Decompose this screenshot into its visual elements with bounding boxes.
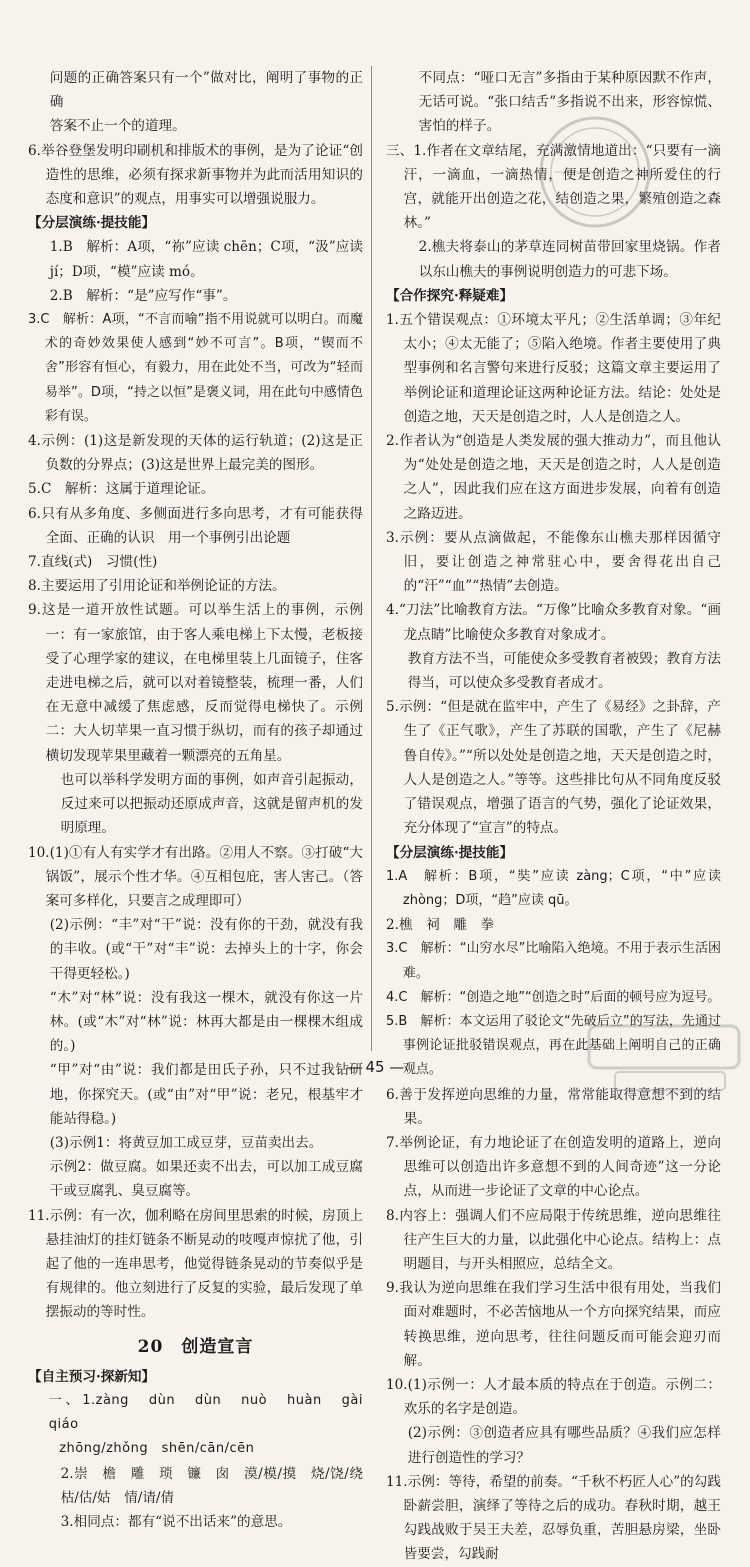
answer-paragraph: 4.C 解析：“创造之地”“创造之时”后面的顿号应为逗号。 [386,989,721,1005]
answer-paragraph: 8.内容上：强调人们不应局限于传统思维，逆向思维往往产生巨大的力量，以此强化中心论点。结构上：点明题目，与开头相照应，总结全文。 [386,1207,721,1272]
answer-paragraph: 2.作者认为“创造是人类发展的强大推动力”，而且他认为“处处是创造之地，天天是创造之时，人人是创造之人”，因此我们应在这方面进步发展，向着有创造之路迈进。 [386,433,721,522]
answer-paragraph: 6.善于发挥逆向思维的力量，常常能取得意想不到的结果。 [386,1086,721,1127]
page-number: — 45 — [345,1058,405,1076]
answer-paragraph: (3)示例1：将黄豆加工成豆芽，豆苗卖出去。 [49,1134,323,1151]
answer-paragraph: “木”对“林”说：没有我这一棵木，就没有你这一片林。(或“木”对“林”说：林再大都是由一棵棵木组成的。) [49,989,363,1055]
answer-paragraph: 2.樵夫将泰山的茅草连同树苗带回家里烧锅。作者以东山樵夫的事例说明创造力的可悲下场。 [418,239,721,280]
answer-paragraph: 4.“刀法”比喻教育方法。“万像”比喻众多教育对象。“画龙点睛”比喻使众多教育对象成才。 [386,602,721,643]
answer-paragraph: zhōng/zhǒng shēn/cān/cēn [59,1441,255,1457]
answer-paragraph: (2)示例：③创造者应具有哪些品质？④我们应怎样进行创造性的学习？ [407,1425,721,1466]
answer-paragraph: 1.A 解析：B项，“奘”应读 zàng；C项，“中”应读 zhòng；D项，“趋”应读 qū。 [386,868,721,908]
answer-paragraph: 问题的正确答案只有一个”做对比，阐明了事物的正确 [49,70,363,111]
answer-paragraph: 答案不止一个的道理。 [49,118,186,135]
answer-paragraph: 6.举谷登堡发明印刷机和排版术的事例，是为了论证“创造性的思维，必须有探求新事物并为此而活用知识的态度和意识”的观点，用事实可以增强说服力。 [28,142,363,208]
answer-paragraph: 10.(1)示例一：人才最本质的特点在于创造。示例二：欢乐的名字是创造。 [386,1376,721,1418]
answer-paragraph: 7.直线(式) 习惯(性) [28,554,158,571]
answer-paragraph: 7.举例论证，有力地论证了在创造发明的道路上，逆向思维可以创造出许多意想不到的人间奇迹”这一分论点，从而进一步论证了文章的中心论点。 [386,1134,721,1200]
answer-paragraph: 4.示例：(1)这是新发现的天体的运行轨道；(2)这是正负数的分界点；(3)这是世界上最完美的图形。 [28,433,363,474]
answer-paragraph: 5.C 解析：这属于道理论证。 [28,481,215,498]
section-heading: 【分层演练·提技能】 [386,844,514,861]
answer-paragraph: 1.B 解析：A项，“祢”应读 chēn；C项，“汲”应读 jí；D项，“模”应读 mó。 [49,239,363,280]
right-column [386,66,721,1567]
answer-paragraph: 1.五个错误观点：①环境太平凡；②生活单调；③年纪太小；④太无能了；⑤陷入绝境。作者主要使用了典型事例和名言警句来进行反驳；这篇文章主要运用了举例论证和道理论证这两种论证方法。结论：处处是创造之地，天天是创造之时，人人是创造之人。 [386,312,721,425]
answer-paragraph: 11.示例：等待，希望的前奏。“千秋不朽匠人心”的勾践卧薪尝胆，演绎了等待之后的成功。春秋时期，越王勾践战败于吴王夫差，忍辱负重，苦胆悬房梁，坐卧皆要尝，勾践耐 [386,1473,721,1563]
answer-paragraph: 8.主要运用了引用论证和举例论证的方法。 [28,578,286,595]
answer-paragraph: 2.崇 檐 雕 琐 镰 囱 漠/模/摸 烧/饶/绕 枯/估/姑 情/请/倩 [60,1465,377,1506]
answer-paragraph: 3.C 解析：A项，“不言而喻”指不用说就可以明白。而魔术的奇妙效果使人感到“妙不可言”。B项，“锲而不舍”形容有恒心，有毅力，用在此处不当，可改为“轻而易举”。D项，“持之以恒”是褒义词，用在此句中感情色彩有误。 [28,312,363,424]
answer-paragraph: 9.这是一道开放性试题。可以举生活上的事例，示例一：有一家旅馆，由于客人乘电梯上下太慢，老板接受了心理学家的建议，在电梯里装上几面镜子，住客走进电梯之后，就可以对着镜整装，梳理一番，人们在无意中减缓了焦虑感，反而觉得电梯快了。示例二：大人切苹果一直习惯于纵切，而有的孩子却通过横切发现苹果里藏着一颗漂亮的五角星。 [28,602,363,764]
answer-paragraph: 3.相同点：都有“说不出话来”的意思。 [60,1513,292,1530]
section-heading: 【合作探究·释疑难】 [386,287,514,304]
lesson-title: 20 创造宣言 [137,1336,254,1357]
answer-paragraph: 5.B 解析：本文运用了驳论文“先破后立”的写法，先通过事例论证批驳错误观点，再在此基础上阐明自己的正确观点。 [386,1013,721,1078]
answer-paragraph: 不同点：“哑口无言”多指由于某种原因默不作声，无话可说。“张口结舌”多指说不出来，形容惊慌、害怕的样子。 [418,70,721,135]
answer-paragraph: 3.示例：要从点滴做起，不能像东山樵夫那样因循守旧，要让创造之神常驻心中，要舍得花出自己的“汗”“血”“热情”去创造。 [386,529,721,595]
answer-paragraph: 示例2：做豆腐。如果还卖不出去，可以加工成豆腐干或豆腐乳、臭豆腐等。 [49,1159,363,1200]
answer-paragraph: 10.(1)①有人有实学才有出路。②用人不察。③打破“大锅饭”，展示个性才华。④互相包庇，害人害己。（答案可多样化，只要言之成理即可） [28,844,363,909]
answer-paragraph: 3.C 解析：“山穷水尽”比喻陷入绝境。不用于表示生活困难。 [386,941,721,981]
answer-paragraph: 11.示例：有一次，伽利略在房间里思索的时候，房顶上悬挂油灯的挂灯链条不断晃动的吱嘎声惊扰了他，引起了他的一连串思考，他觉得链条晃动的节奏似乎是有规律的。他立刻进行了反复的实验，最后发现了单摆振动的等时性。 [28,1207,363,1321]
answer-paragraph: 5.示例：“但是就在监牢中，产生了《易经》之卦辞，产生了《正气歌》，产生了苏联的国歌，产生了《尼赫鲁自传》。”“所以处处是创造之地，天天是创造之时，人人是创造之人。”等等。这些排比句从不同角度反驳了错误观点，增强了语言的气势，强化了论证效果，充分体现了“宣言”的特点。 [386,699,721,837]
answer-paragraph: 也可以举科学发明方面的事例，如声音引起振动，反过来可以把振动还原成声音，这就是留声机的发明原理。 [60,771,363,837]
answer-paragraph: 教育方法不当，可能使众多受教育者被毁；教育方法得当，可以使众多受教育者成才。 [407,650,721,692]
answer-paragraph: “甲”对“由”说：我们都是田氏子孙，只不过我钻研地，你探究天。(或“由”对“甲”说：老兄，根基牢才能站得稳。) [49,1062,363,1127]
answer-paragraph: (2)示例：“丰”对“干”说：没有你的干劲，就没有我的丰收。(或“干”对“丰”说：去掉头上的十字，你会干得更轻松。) [49,917,363,982]
section-heading: 【分层演练·提技能】 [28,215,156,232]
section-heading: 【自主预习·探新知】 [28,1368,156,1385]
answer-paragraph: 2.B 解析：“是”应写作“事”。 [49,287,237,304]
column-divider [371,66,372,1051]
answer-paragraph: 2.樵 祠 雕 拳 [386,917,495,934]
answer-paragraph: 一、1.zàng dùn dùn nuò huàn gài qiáo [48,1392,377,1433]
answer-paragraph: 9.我认为逆向思维在我们学习生活中很有用处，当我们面对难题时，不必苦恼地从一个方向探究结果，而应转换思维，逆向思考，往往问题反而可能会迎刃而解。 [386,1280,721,1369]
answer-paragraph: 6.只有从多角度、多侧面进行多向思考，才有可能获得全面、正确的认识 用一个事例引出论题 [28,505,363,546]
answer-paragraph: 三、1.作者在文章结尾，充满激情地道出：“只要有一滴汗，一滴血，一滴热情，便是创造之神所爱住的行宫，就能开出创造之花，结创造之果，繁殖创造之森林。” [386,142,721,232]
